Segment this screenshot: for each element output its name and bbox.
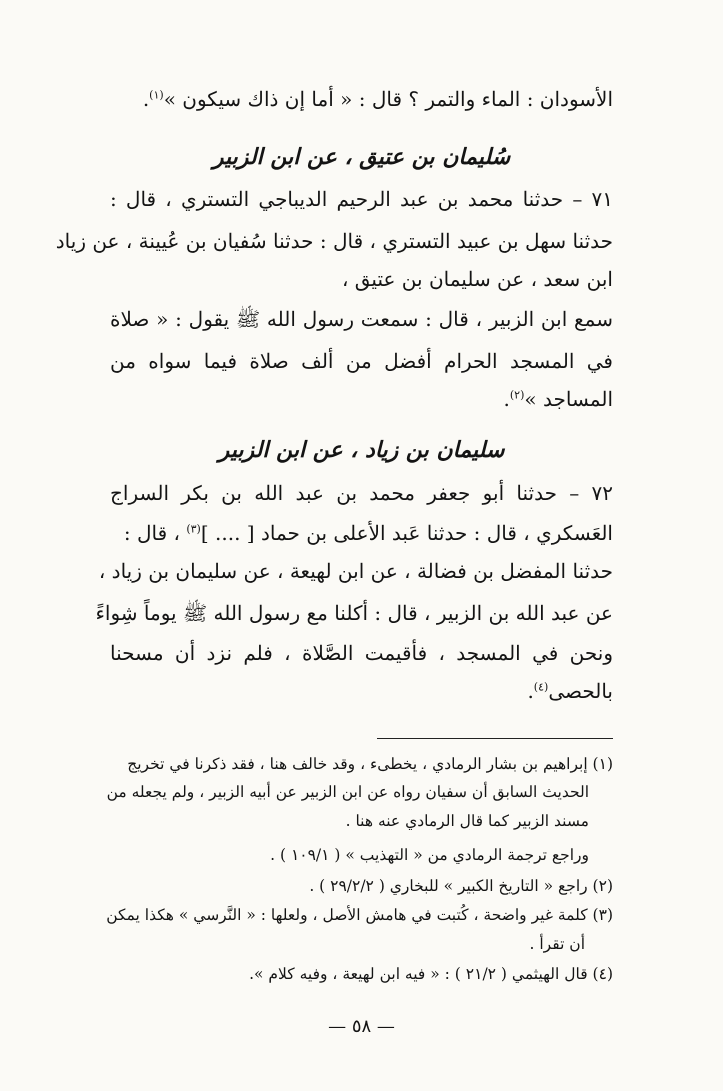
hadith-72-line-4: عن عبد الله بن الزبير ، قال : أكلنا مع رسول الله ﷺ يوماً شِواءً <box>95 601 613 625</box>
hadith-72-line-3: حدثنا المفضل بن فضالة ، عن ابن لهيعة ، عن سليمان بن زياد ، <box>98 559 613 583</box>
hadith-71-line-6: المساجد »$^{(٢)}$. <box>503 387 613 411</box>
hadith-71-line-2: حدثنا سهل بن عبيد التستري ، قال : حدثنا سُفيان بن عُيينة ، عن زياد <box>55 229 613 253</box>
hadith-71-line-5: في المسجد الحرام أفضل من ألف صلاة فيما سواه من <box>110 349 613 373</box>
footnote-ref-2[interactable]: (٢) <box>509 388 525 402</box>
hadith-71-line-4: سمع ابن الزبير ، قال : سمعت رسول الله ﷺ يقول : « صلاة <box>110 307 613 331</box>
hadith-72-line-5: ونحن في المسجد ، فأقيمت الصَّلاة ، فلم نزد أن مسحنا <box>110 641 613 665</box>
footnote-4: (٤) قال الهيثمي ( ٢١/٢ ) : « فيه ابن لهيعة ، وفيه كلام ». <box>249 965 613 983</box>
hadith-72-line-1: ٧٢ – حدثنا أبو جعفر محمد بن عبد الله بن بكر السراج <box>110 481 613 505</box>
footnote-ref-1[interactable]: (١) <box>149 88 164 102</box>
page-number: — ٥٨ — <box>328 1016 395 1037</box>
section-heading-sulayman-ibn-ziyad: سليمان بن زياد ، عن ابن الزبير <box>218 437 505 463</box>
footnote-ref-4[interactable]: (٤) <box>533 680 549 694</box>
footnote-separator <box>377 738 613 739</box>
hadith-72-line-2: العَسكري ، قال : حدثنا عَبد الأعلى بن حماد [ .... ]$^{(٣)}$ ، قال : <box>123 521 613 545</box>
footnote-3-line-1: (٣) كلمة غير واضحة ، كُتبت في هامش الأصل ، ولعلها : « النَّرسي » هكذا يمكن <box>106 906 613 924</box>
footnote-1-line-3: مسند الزبير كما قال الرمادي عنه هنا . <box>345 812 589 830</box>
footnote-2: (٢) راجع « التاريخ الكبير » للبخاري ( ٢٩/٢/٢ ) . <box>309 877 613 895</box>
text-line-1: الأسودان : الماء والتمر ؟ قال : « أما إن ذاك سيكون »$^{(١)}$. <box>142 87 613 111</box>
section-heading-sulayman-ibn-atiq: سُليمان بن عتيق ، عن ابن الزبير <box>212 144 511 170</box>
footnote-1-line-2: الحديث السابق أن سفيان رواه عن ابن الزبير عن أبيه الزبير ، ولم يجعله من <box>106 783 589 801</box>
footnote-3-line-2: أن تقرأ . <box>529 935 585 953</box>
footnote-ref-3[interactable]: (٣) <box>186 522 201 536</box>
hadith-71-line-3: ابن سعد ، عن سليمان بن عتيق ، <box>341 267 613 291</box>
hadith-72-line-6: بالحصى$^{(٤)}$. <box>527 679 613 703</box>
footnote-1-line-4: وراجع ترجمة الرمادي من « التهذيب » ( ١٠٩/١ ) . <box>270 846 589 864</box>
hadith-71-line-1: ٧١ – حدثنا محمد بن عبد الرحيم الديباجي التستري ، قال : <box>110 187 613 211</box>
footnote-1-line-1: (١) إبراهيم بن بشار الرمادي ، يخطىء ، وقد خالف هنا ، فقد ذكرنا في تخريج <box>127 755 613 773</box>
